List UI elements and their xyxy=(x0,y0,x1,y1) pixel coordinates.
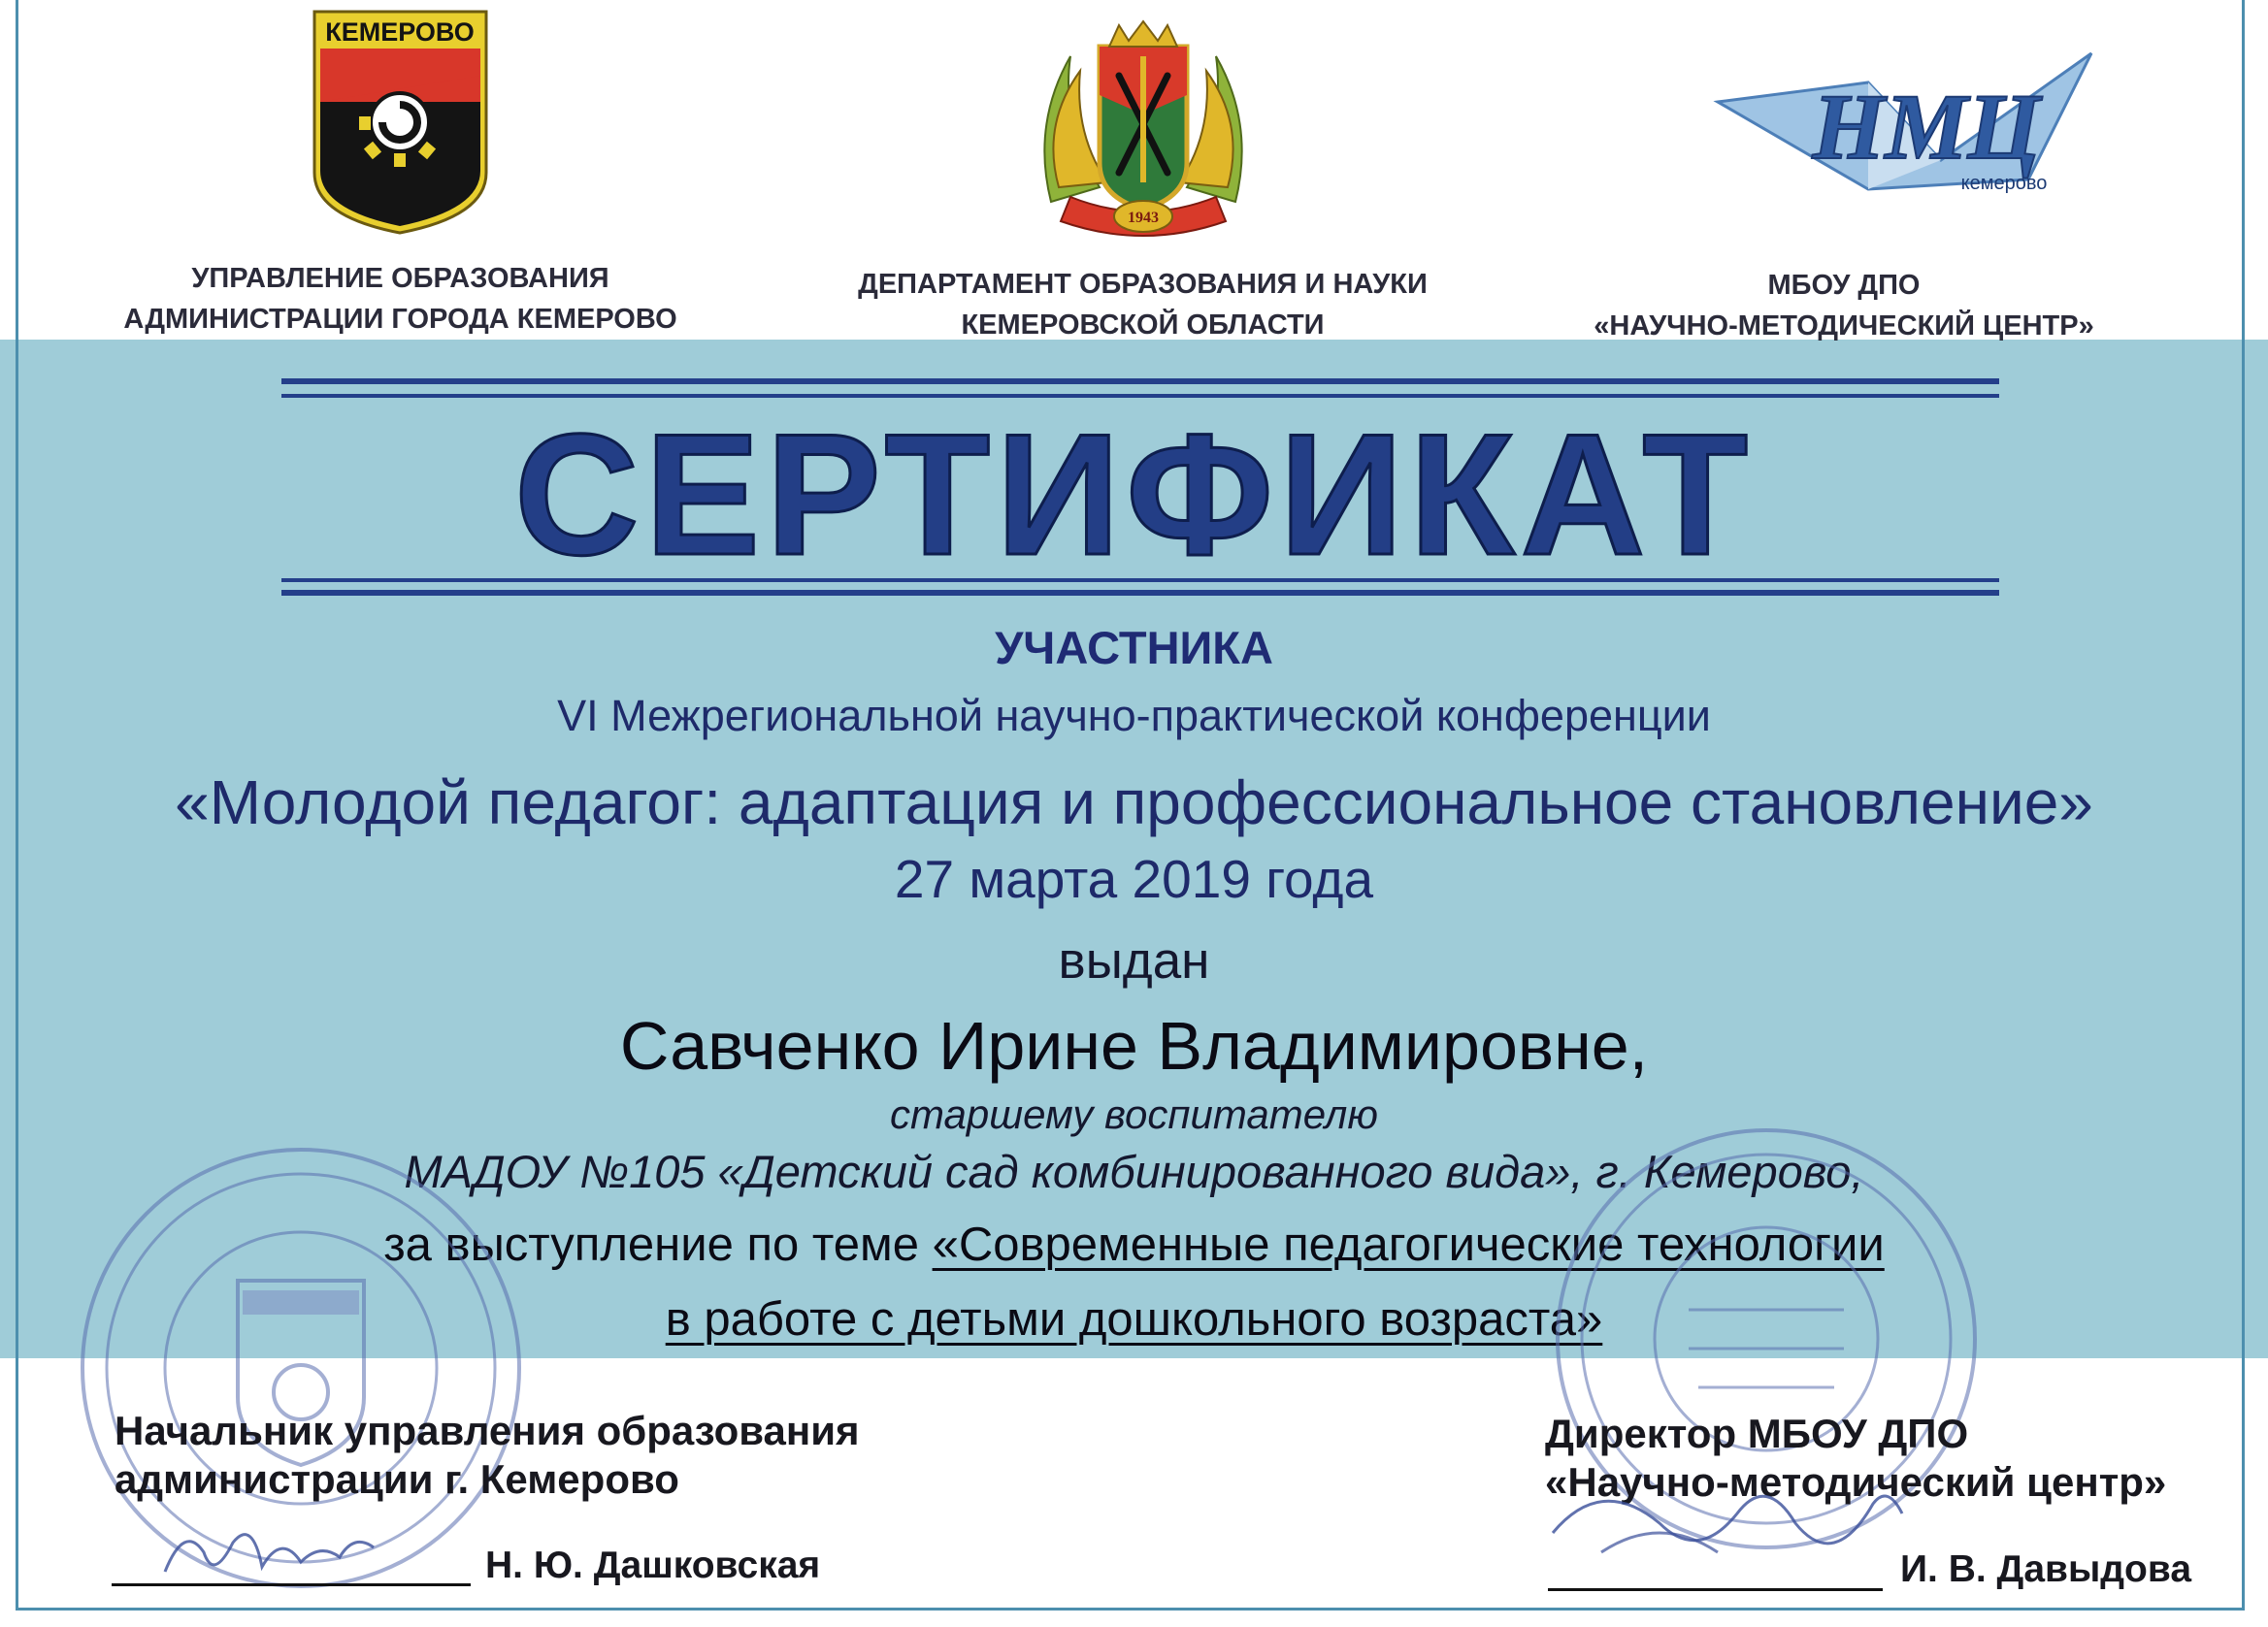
recipient-position: старшему воспитателю xyxy=(890,1091,1378,1137)
kemerovo-emblem-label: КЕМЕРОВО xyxy=(325,17,475,47)
conference-topic: «Молодой педагог: адаптация и профессиональное становление» xyxy=(175,767,2093,837)
center-org-line2: КЕМЕРОВСКОЙ ОБЛАСТИ xyxy=(961,309,1325,341)
conference-name: VI Межрегиональной научно-практической конференции xyxy=(557,691,1711,740)
right-signatory-name: И. В. Давыдова xyxy=(1900,1548,2192,1590)
certificate-title: СЕРТИФИКАТ xyxy=(513,398,1755,591)
center-org-line1: ДЕПАРТАМЕНТ ОБРАЗОВАНИЯ И НАУКИ xyxy=(858,269,1428,300)
left-org-line2: АДМИНИСТРАЦИИ ГОРОДА КЕМЕРОВО xyxy=(123,304,677,335)
right-org-caption xyxy=(1592,265,2096,346)
left-title-line1: Начальник управления образования xyxy=(115,1408,860,1453)
recipient-name: Савченко Ирине Владимировне, xyxy=(619,1008,1649,1084)
conference-date: 27 марта 2019 года xyxy=(894,849,1374,909)
left-handwritten-signature xyxy=(146,1513,388,1591)
right-org-line1: МБОУ ДПО xyxy=(1767,270,1921,301)
left-org-caption xyxy=(97,258,704,340)
oblast-emblem-year: 1943 xyxy=(1128,210,1159,226)
certificate-subtitle: УЧАСТНИКА xyxy=(995,622,1273,673)
nmc-logo-subtext: кемерово xyxy=(1960,173,2048,194)
issued-label: выдан xyxy=(1058,932,1210,990)
title-rule-top-1 xyxy=(281,378,1999,384)
recipient-organization: МАДОУ №105 «Детский сад комбинированного вида», г. Кемерово, xyxy=(404,1146,1864,1197)
right-signature-line xyxy=(1548,1588,1883,1591)
left-org-line1: УПРАВЛЕНИЕ ОБРАЗОВАНИЯ xyxy=(191,263,609,294)
kemerovo-city-emblem xyxy=(311,8,490,236)
right-org-line2: «НАУЧНО-МЕТОДИЧЕСКИЙ ЦЕНТР» xyxy=(1594,310,2094,342)
left-signature-line xyxy=(112,1583,471,1586)
kemerovo-oblast-emblem xyxy=(1032,17,1255,250)
nmc-logo xyxy=(1708,44,2106,213)
right-title-line1: Директор МБОУ ДПО xyxy=(1545,1411,1969,1456)
speech-topic-part1: «Современные педагогические технологии xyxy=(932,1219,1885,1271)
right-title-line2: «Научно-методический центр» xyxy=(1545,1459,2167,1505)
right-handwritten-signature xyxy=(1543,1455,1912,1581)
center-org-caption xyxy=(844,264,1441,345)
left-title-line2: администрации г. Кемерово xyxy=(115,1456,679,1502)
speech-prefix: за выступление по теме xyxy=(383,1219,919,1271)
left-signatory-name: Н. Ю. Дашковская xyxy=(485,1545,821,1586)
nmc-logo-text: НМЦ xyxy=(1812,75,2041,179)
speech-topic-part2: в работе с детьми дошкольного возраста» xyxy=(665,1293,1603,1346)
left-signatory-title xyxy=(115,1407,860,1504)
